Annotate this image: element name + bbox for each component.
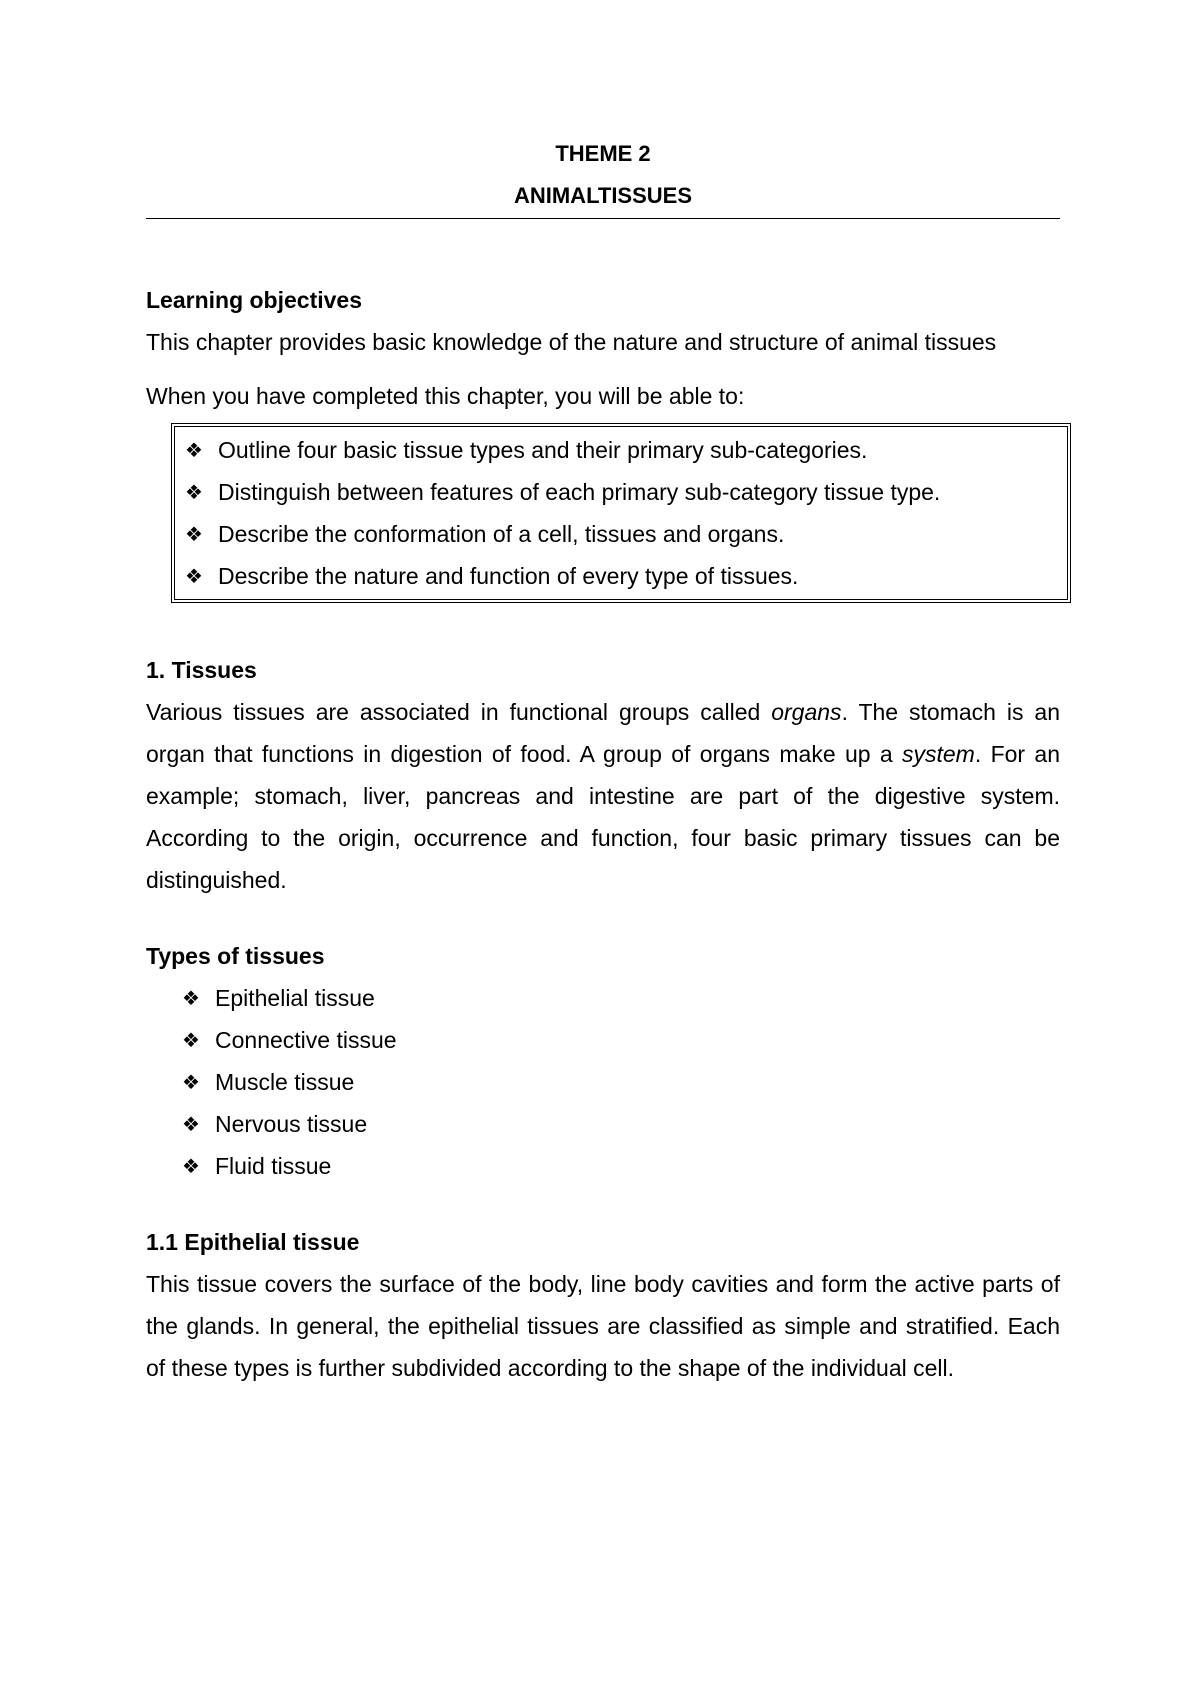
tissues-text-part: . The stomach is an organ that functions in digestion of food. A group of organs make up a	[146, 699, 1060, 767]
list-item	[182, 977, 1060, 1019]
document-page	[146, 140, 1060, 1389]
tissues-heading: 1. Tissues	[146, 657, 257, 683]
learning-intro: This chapter provides basic knowledge of the nature and structure of animal tissues	[146, 329, 997, 355]
objective-item	[185, 555, 1067, 597]
tissue-type-label: Connective tissue	[215, 1027, 397, 1053]
tissue-type-label: Muscle tissue	[215, 1069, 355, 1095]
diamond-bullet-icon: ❖	[185, 522, 203, 546]
objective-text: Describe the nature and function of every type of tissues.	[218, 563, 799, 589]
objectives-box	[171, 423, 1071, 603]
tissue-type-label: Epithelial tissue	[215, 985, 375, 1011]
objective-text: Distinguish between features of each primary sub-category tissue type.	[218, 479, 941, 505]
list-item	[182, 1061, 1060, 1103]
system-term: system	[902, 741, 975, 767]
tissue-type-label: Fluid tissue	[215, 1153, 332, 1179]
diamond-bullet-icon: ❖	[182, 986, 200, 1010]
tissues-text-part: Various tissues are associated in functional groups called	[146, 699, 772, 725]
objective-item	[185, 429, 1067, 471]
tissue-types-list	[146, 977, 1060, 1187]
objective-item	[185, 471, 1067, 513]
tissue-type-label: Nervous tissue	[215, 1111, 368, 1137]
types-of-tissues-heading: Types of tissues	[146, 943, 325, 969]
objective-text: Outline four basic tissue types and their primary sub-categories.	[218, 437, 868, 463]
chapter-title: ANIMALTISSUES	[513, 183, 693, 208]
list-item	[182, 1145, 1060, 1187]
diamond-bullet-icon: ❖	[182, 1112, 200, 1136]
list-item	[182, 1103, 1060, 1145]
diamond-bullet-icon: ❖	[182, 1028, 200, 1052]
organs-term: organs	[771, 699, 842, 725]
diamond-bullet-icon: ❖	[185, 480, 203, 504]
theme-label: THEME 2	[555, 141, 651, 166]
objective-item	[185, 513, 1067, 555]
diamond-bullet-icon: ❖	[182, 1154, 200, 1178]
diamond-bullet-icon: ❖	[185, 564, 203, 588]
epithelial-tissue-heading: 1.1 Epithelial tissue	[146, 1229, 360, 1255]
tissues-paragraph	[146, 691, 1060, 901]
diamond-bullet-icon: ❖	[182, 1070, 200, 1094]
learning-lead: When you have completed this chapter, you will be able to:	[146, 383, 745, 409]
learning-objectives-heading: Learning objectives	[146, 287, 363, 313]
tissues-text-part: . For an example; stomach, liver, pancreas and intestine are part of the digestive system. According to the origin, occurrence and function, four basic primary tissues can be distinguished.	[146, 741, 1060, 893]
objective-text: Describe the conformation of a cell, tissues and organs.	[218, 521, 785, 547]
epithelial-tissue-paragraph: This tissue covers the surface of the body, line body cavities and form the active parts of the glands. In general, the epithelial tissues are classified as simple and stratified. Each of these types is further subdivided according to the shape of the individual cell.	[146, 1271, 1060, 1381]
list-item	[182, 1019, 1060, 1061]
diamond-bullet-icon: ❖	[185, 438, 203, 462]
